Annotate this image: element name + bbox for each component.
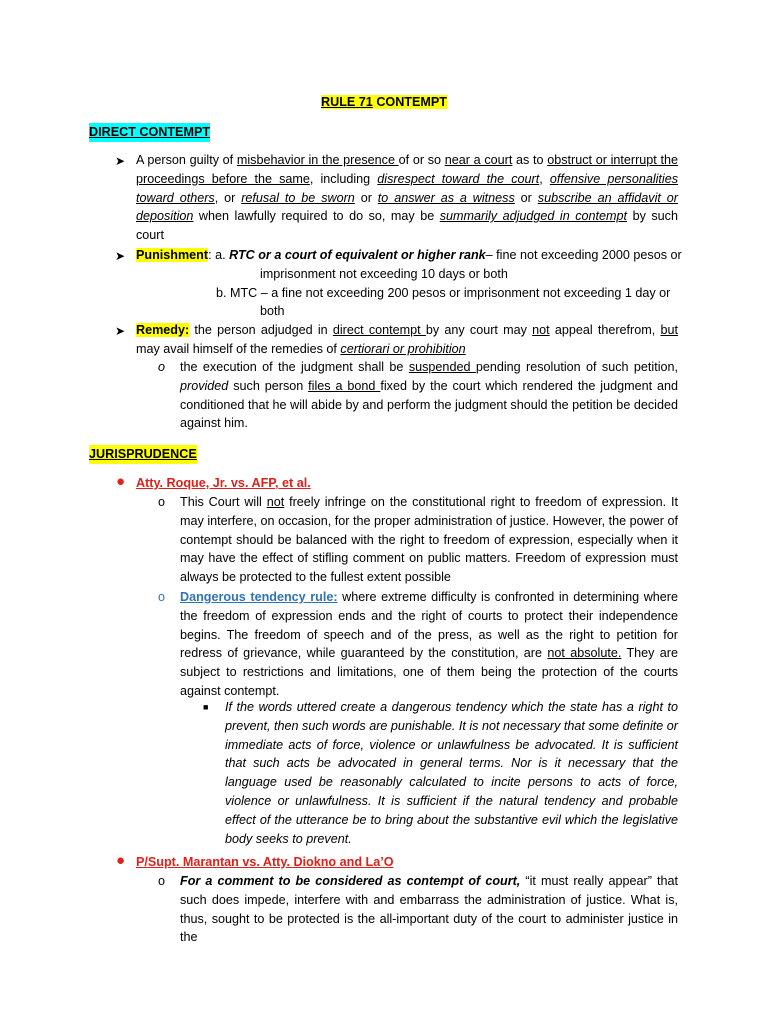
sub-bullet-icon: o [158, 495, 166, 509]
rule-number: RULE 71 [321, 95, 373, 109]
paragraph-definition: A person guilty of misbehavior in the presence of or so near a court as to obstruct or interrupt the proceedings before the same, including disrespect toward the court, offensive personalities toward others, or refusal to be sworn or to answer as a witness or subscribe an affidavit or deposition when lawfully required to do so, may be summarily adjudged in contempt by such court [136, 153, 679, 243]
paragraph-dangerous-tendency: Dangerous tendency rule: where extreme difficulty is confronted in determining where the freedom of expression ends and the right of courts to protect their independence begins. The freedom of speech and of the press, as well as the right to petition for redress of grievance, while guaranteed by the constitution, are not absolute. They are subject to restrictions and limitations, one of them being the protection of the courts against contempt. [180, 590, 678, 698]
arrow-bullet-icon: ➤ [115, 154, 126, 168]
punishment-a-continued: imprisonment not exceeding 10 days or both [260, 267, 508, 281]
punishment-label: Punishment [136, 248, 209, 262]
arrow-bullet-icon: ➤ [115, 324, 126, 338]
punishment-b-line: b. MTC – a fine not exceeding 200 pesos or imprisonment not exceeding 1 day or [216, 286, 671, 300]
dangerous-tendency-label: Dangerous tendency rule: [180, 590, 338, 604]
square-bullet-icon: ■ [203, 702, 209, 712]
paragraph-dangerous-tendency-quote: If the words uttered create a dangerous tendency which the state has a right to prevent, then such words are punishable. It is not necessary that some definite or immediate acts of force, violence or unlawfulness be advocated. It is sufficient that such acts be advocated in general terms. Nor is it necessary that the language used be reasonably calculated to incite persons to acts of force, violence or unlawfulness. It is sufficient if the natural tendency and probable effect of the utterance be to bring about the substantive evil which the legislative body seeks to prevent. [225, 700, 678, 846]
sub-bullet-icon: o [158, 360, 166, 374]
page-title [0, 93, 768, 112]
sub-bullet-icon: o [158, 874, 166, 888]
red-bullet-icon: ● [116, 852, 126, 869]
case-title-marantan: P/Supt. Marantan vs. Atty. Diokno and La’O [136, 855, 394, 869]
paragraph-punishment: Punishment: a. RTC or a court of equivalent or higher rank– fine not exceeding 2000 pesos or [136, 248, 682, 262]
paragraph-roque-holding: This Court will not freely infringe on the constitutional right to freedom of expression. It may interfere, on occasion, for the proper administration of justice. However, the power of contempt should be balanced with the right to freedom of expression, especially when it may have the effect of stifling comment on public matters. Freedom of expression must always be protected to the fullest extent possible [180, 495, 678, 585]
rule-name: CONTEMPT [376, 95, 447, 109]
paragraph-remedy: Remedy: the person adjudged in direct contempt by any court may not appeal therefrom, but may avail himself of the remedies of certiorari or prohibition [136, 323, 678, 356]
section-heading-direct-contempt: DIRECT CONTEMPT [89, 123, 210, 142]
punishment-b-continued: both [260, 304, 285, 318]
paragraph-marantan-holding: For a comment to be considered as contempt of court, “it must really appear” that such does impede, interfere with and embarrass the administration of justice. What is, thus, sought to be protected is the all-important duty of the court to administer justice in the [180, 874, 678, 945]
paragraph-execution: the execution of the judgment shall be suspended pending resolution of such petition, provided such person files a bond fixed by the court which rendered the judgment and conditioned that he will abide by and perform the judgment should the petition be decided against him. [180, 360, 679, 431]
arrow-bullet-icon: ➤ [115, 249, 126, 263]
remedy-label: Remedy: [136, 323, 190, 337]
red-bullet-icon: ● [116, 473, 126, 490]
case-title-roque: Atty. Roque, Jr. vs. AFP, et al. [136, 476, 311, 490]
section-heading-jurisprudence: JURISPRUDENCE [89, 445, 197, 464]
sub-bullet-icon: o [158, 590, 166, 604]
